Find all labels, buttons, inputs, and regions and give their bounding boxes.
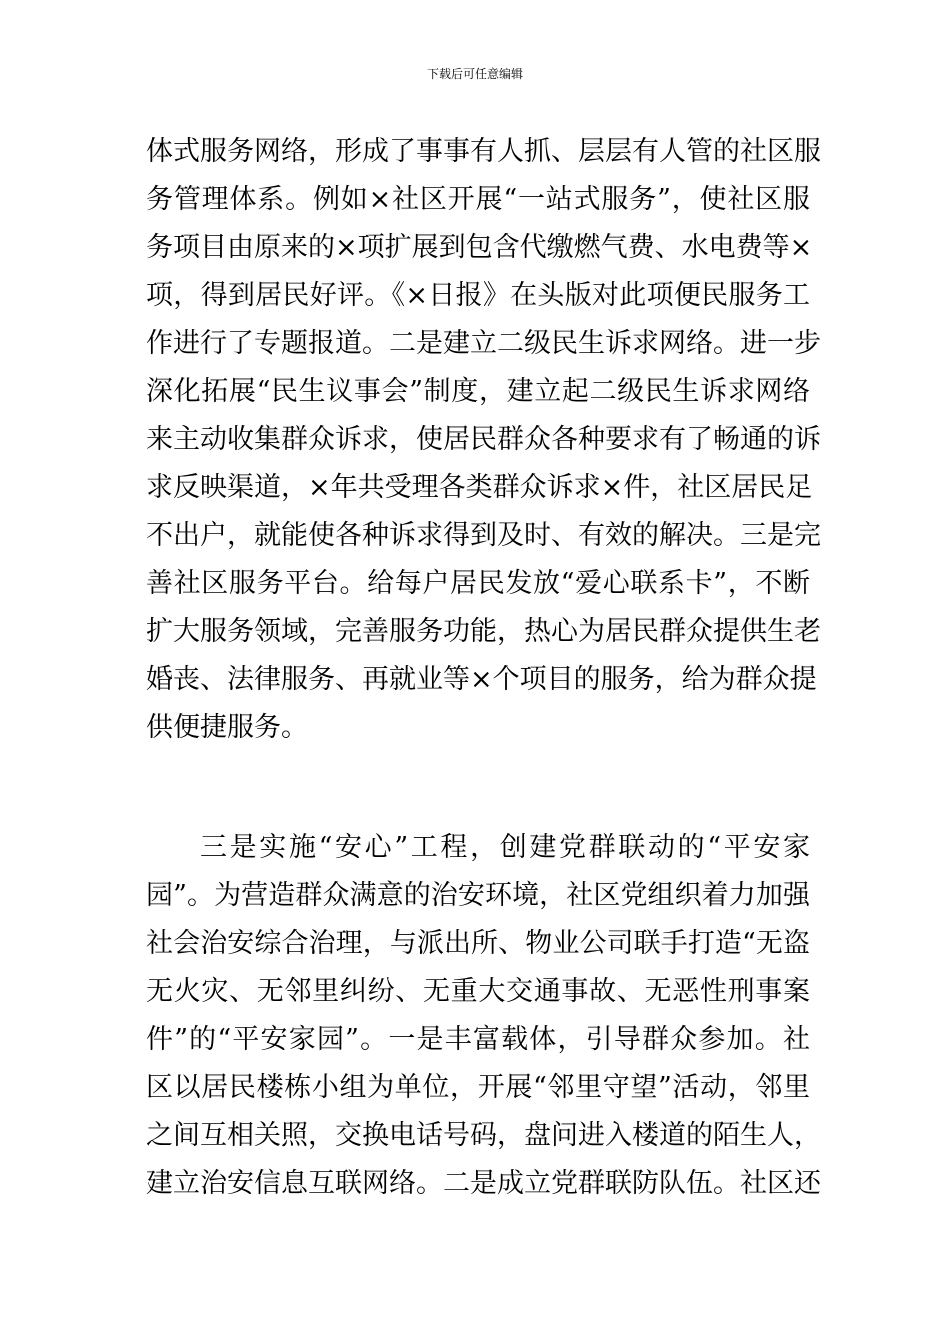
- text-line: 无火灾、无邻里纠纷、无重大交通事故、无恶性刑事案: [146, 976, 810, 1007]
- text-line: 不出户，就能使各种诉求得到及时、有效的解决。三是完: [146, 520, 821, 551]
- page-header: 下载后可任意编辑: [426, 67, 523, 81]
- text-line: 园”。为营造群众满意的治安环境，社区党组织着力加强: [146, 880, 810, 911]
- text-line: 建立治安信息互联网络。二是成立党群联防队伍。社区还: [146, 1168, 821, 1199]
- text-line: 扩大服务领域，完善服务功能，热心为居民群众提供生老: [146, 616, 821, 647]
- text-line: 体式服务网络，形成了事事有人抓、层层有人管的社区服: [146, 136, 821, 167]
- text-line: 作进行了专题报道。二是建立二级民生诉求网络。进一步: [146, 328, 821, 359]
- text-line: 深化拓展“民生议事会”制度，建立起二级民生诉求网络: [146, 376, 810, 407]
- text-line: 项，得到居民好评。《×日报》在头版对此项便民服务工: [146, 280, 810, 311]
- text-line: 件”的“平安家园”。一是丰富载体，引导群众参加。社: [146, 1024, 810, 1055]
- text-line: 婚丧、法律服务、再就业等×个项目的服务，给为群众提: [146, 664, 817, 695]
- text-line: 来主动收集群众诉求，使居民群众各种要求有了畅通的诉: [146, 424, 821, 455]
- text-line: 区以居民楼栋小组为单位，开展“邻里守望”活动，邻里: [146, 1072, 810, 1103]
- text-line: 社会治安综合治理，与派出所、物业公司联手打造“无盗: [146, 928, 810, 959]
- text-line: 三是实施“安心”工程，创建党群联动的“平安家: [200, 832, 810, 863]
- text-line: 之间互相关照，交换电话号码，盘问进入楼道的陌生人，: [146, 1120, 821, 1151]
- text-line: 务项目由原来的×项扩展到包含代缴燃气费、水电费等×: [146, 232, 813, 263]
- text-line: 善社区服务平台。给每户居民发放“爱心联系卡”，不断: [146, 568, 810, 599]
- text-line: 求反映渠道，×年共受理各类群众诉求×件，社区居民足: [146, 472, 813, 503]
- text-line: 供便捷服务。: [146, 712, 308, 743]
- text-line: 务管理体系。例如×社区开展“一站式服务”，使社区服: [146, 184, 810, 215]
